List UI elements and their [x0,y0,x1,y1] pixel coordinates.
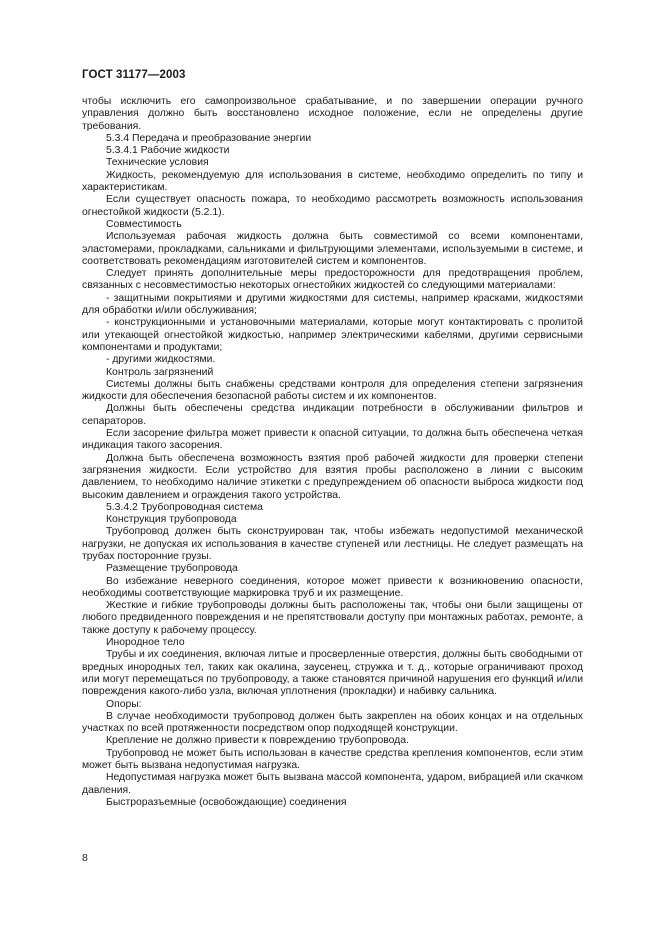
paragraph: - другими жидкостями. [106,354,216,366]
paragraph: - защитными покрытиями и другими жидкостями для системы, например красками, жидкостями для обработки и/или обслуживания; [82,292,583,317]
paragraph: Во избежание неверного соединения, которое может привести к возникновению опасности, необходимы соответствующие маркировка труб и их размещение. [82,575,583,599]
paragraph: Трубопровод не может быть использован в качестве средства крепления компонентов, если этим может быть вызвана недопустимая нагрузка. [82,747,583,772]
paragraph: Используемая рабочая жидкость должна быть совместимой со всеми компонентами, эластомерами, прокладками, сальниками и фильтрующими элементами, используемыми в системе, и соответствовать рекомендациям изготовителей систем и компонентов. [82,231,583,267]
paragraph: Трубы и их соединения, включая литые и просверленные отверстия, должны быть свободными от вредных инородных тел, таких как окалина, заусенец, стружка и т. д., которые ограничивают проход или могут перемещаться по трубопроводу, а также становятся причиной нарушения его функций и/или повреждения какого-либо узла, включая уплотнения (прокладки) и набивку сальника. [82,649,583,698]
paragraph: Недопустимая нагрузка может быть вызвана массой компонента, ударом, вибрацией или скачком давления. [82,772,583,796]
paragraph: Опоры: [106,698,142,710]
paragraph: Совместимость [106,218,182,230]
paragraph: - конструкционными и установочными материалами, которые могут контактировать с пролитой или утекающей огнестойкой жидкостью, например электрическими кабелями, другими сервисными компонентами и продуктами; [82,317,583,353]
document-code: ГОСТ 31177—2003 [82,69,186,81]
paragraph: Если засорение фильтра может привести к опасной ситуации, то должна быть обеспечена четкая индикация такого засорения. [82,428,583,452]
paragraph: 5.3.4 Передача и преобразование энергии [106,132,312,144]
paragraph: Инородное тело [106,637,185,649]
paragraph: Системы должны быть снабжены средствами контроля для определения степени загрязнения жидкости для обеспечения безопасной работы систем и их компонентов. [82,378,583,403]
paragraph: Размещение трубопровода [106,563,238,575]
paragraph: чтобы исключить его самопроизвольное срабатывание, и по завершении операции ручного управления должно быть восстановлено исходное положение, если не определены другие требования. [82,96,583,132]
paragraph: Если существует опасность пожара, то необходимо рассмотреть возможность использования огнестойкой жидкости (5.2.1). [82,194,583,218]
paragraph: Должна быть обеспечена возможность взятия проб рабочей жидкости для проверки степени загрязнения жидкости. Если устройство для взятия пробы расположено в линии с высоким давлением, то необходимо наличие этикетки с предупреждением об опасности выброса жидкости под высоким давлением и ограждения такого устройства. [82,452,583,501]
paragraph: Должны быть обеспечены средства индикации потребности в обслуживании фильтров и сепараторов. [82,403,583,427]
paragraph: Контроль загрязнений [106,366,214,378]
page-number: 8 [82,852,88,864]
paragraph: Жидкость, рекомендуемую для использования в системе, необходимо определить по типу и характеристикам. [82,169,583,194]
paragraph: Крепление не должно привести к повреждению трубопровода. [106,735,409,747]
paragraph: Трубопровод должен быть сконструирован так, чтобы избежать недопустимой механической нагрузки, не допуская их использования в качестве ступеней или лестницы. Не следует размещать на трубах посторонние грузы. [82,526,583,562]
paragraph: 5.3.4.2 Трубопроводная система [106,501,263,513]
paragraph: Жесткие и гибкие трубопроводы должны быть расположены так, чтобы они были защищены от любого предвиденного повреждения и не препятствовали доступу при монтажных работах, ремонте, а также доступу к рабочему процессу. [82,600,583,636]
paragraph: 5.3.4.1 Рабочие жидкости [106,145,230,157]
document-body [82,96,583,809]
paragraph: Конструкция трубопровода [106,514,237,526]
paragraph: В случае необходимости трубопровод должен быть закреплен на обоих концах и на отдельных участках по всей протяженности посредством опор подходящей конструкции. [82,710,583,735]
paragraph: Следует принять дополнительные меры предосторожности для предотвращения проблем, связанных с несовместимостью некоторых огнестойких жидкостей со следующими материалами: [82,268,583,292]
paragraph: Технические условия [106,157,209,169]
paragraph: Быстроразъемные (освобождающие) соединения [106,796,347,808]
